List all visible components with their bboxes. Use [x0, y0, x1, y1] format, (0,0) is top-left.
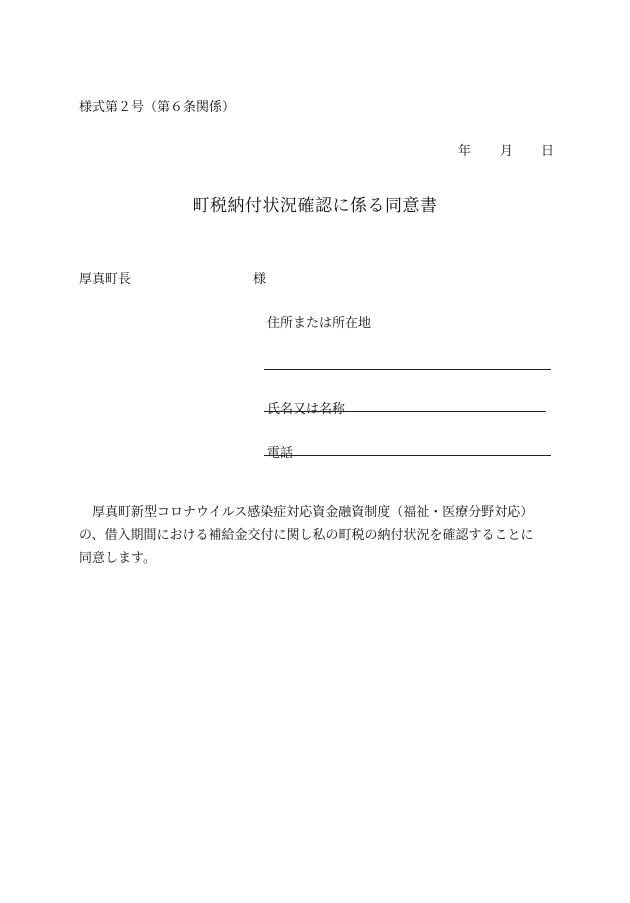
phone-label: 電話: [267, 446, 294, 461]
address-field-line: [264, 369, 551, 370]
consent-statement: [79, 501, 557, 570]
address-label: 住所または所在地: [267, 316, 372, 331]
name-field-line: [264, 411, 546, 412]
date-year-label: 年: [458, 144, 472, 159]
phone-field-line: [264, 455, 551, 456]
name-label: 氏名又は名称: [267, 402, 346, 417]
consent-line-2: の、借入期間における補給金交付に関し私の町税の納付状況を確認することに: [79, 528, 534, 543]
consent-line-1: 厚真町新型コロナウイルス感染症対応資金融資制度（福祉・医療分野対応）: [92, 505, 534, 520]
honorific: 様: [253, 272, 267, 287]
addressee: 厚真町長: [79, 272, 132, 287]
consent-line-3: 同意します。: [79, 551, 156, 566]
document-title: 町税納付状況確認に係る同意書: [192, 196, 438, 216]
date-month-label: 月: [500, 144, 514, 159]
form-number: 様式第２号（第６条関係）: [79, 100, 236, 115]
date-day-label: 日: [541, 144, 555, 159]
